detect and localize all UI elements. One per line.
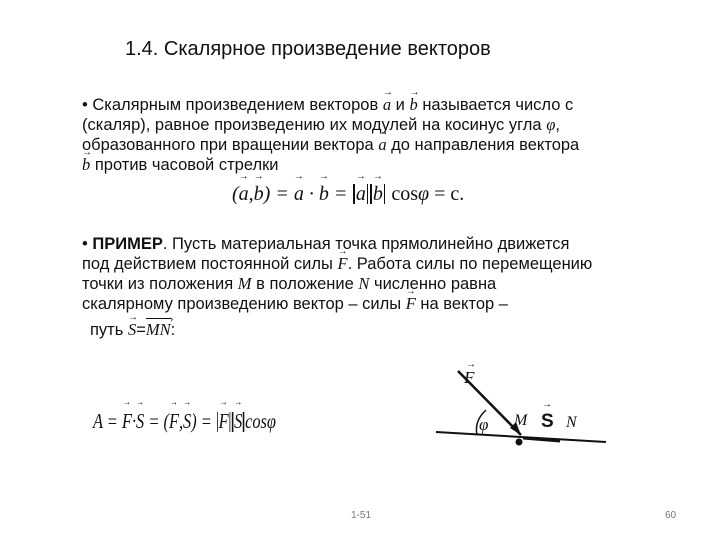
example-text: под действием постоянной силы xyxy=(82,255,333,273)
definition-line-3 xyxy=(82,135,579,155)
vector-a: a → xyxy=(383,95,391,115)
vector-S: S → xyxy=(183,409,191,434)
vector-a: a → xyxy=(356,183,366,206)
formula-symbol: ) xyxy=(191,409,197,433)
formula-symbol: , xyxy=(248,183,254,205)
point-M: M xyxy=(237,274,252,293)
example-text: скалярному произведению вектор – силы xyxy=(82,295,402,313)
definition-text: , xyxy=(555,116,560,134)
example-text: . Пусть материальная точка прямолинейно движется xyxy=(162,235,570,253)
formula-symbol: , xyxy=(178,409,184,433)
formula-symbol: cos xyxy=(391,183,418,205)
definition-text: называется число с xyxy=(422,96,574,114)
formula-symbol: = с. xyxy=(434,183,465,205)
definition-text: и xyxy=(395,96,405,114)
diagram-label-phi: φ xyxy=(479,415,489,434)
definition-text: до направления вектора xyxy=(391,136,580,154)
diagram-label-F: F xyxy=(464,368,475,387)
vector-arrow-icon: → xyxy=(542,399,552,410)
vector-F: F → xyxy=(122,409,132,434)
formula-symbol: · xyxy=(308,183,314,205)
vector-S: S → xyxy=(234,409,242,434)
phi-symbol: φ xyxy=(546,115,556,134)
example-text: : xyxy=(170,321,176,339)
formula-symbol: · xyxy=(131,409,137,433)
formula-symbol: cosφ xyxy=(245,409,276,433)
example-heading: ПРИМЕР xyxy=(92,235,163,253)
example-text: путь xyxy=(90,321,124,339)
force-diagram xyxy=(430,355,620,465)
diagram-label-M: M xyxy=(514,412,528,429)
definition-line-1 xyxy=(82,95,573,115)
example-line-5 xyxy=(90,320,175,340)
vector-b: b → xyxy=(409,95,417,115)
vector-arrow-icon: → xyxy=(466,359,476,370)
point-N: N xyxy=(358,274,370,293)
vector-b: b → xyxy=(254,183,264,206)
page-number: 60 xyxy=(665,510,677,521)
point-M-dot xyxy=(516,439,523,446)
example-line-2 xyxy=(82,254,592,274)
formula-symbol: A = xyxy=(93,409,118,433)
vector-a: a → xyxy=(294,183,304,206)
definition-text: образованного при вращении вектора xyxy=(82,136,374,154)
vector-F: F → xyxy=(406,294,416,314)
work-formula xyxy=(93,409,276,434)
definition-line-2 xyxy=(82,115,560,135)
vector-F: F → xyxy=(219,409,229,434)
slide-title: 1.4. Скалярное произведение векторов xyxy=(125,38,491,60)
bullet: • xyxy=(82,235,88,253)
example-line-1 xyxy=(82,234,569,254)
vector-b: b → xyxy=(319,183,329,206)
example-text: точки из положения xyxy=(82,275,234,293)
vector-S: S → xyxy=(128,320,136,340)
formula-symbol: = xyxy=(136,321,146,339)
definition-text: (скаляр), равное произведению их модулей на косинус угла xyxy=(82,116,542,134)
scalar-product-formula xyxy=(232,183,464,206)
vector-F: F → xyxy=(337,254,347,274)
formula-symbol: = xyxy=(333,183,348,205)
vector-b: b → xyxy=(373,183,383,206)
definition-text: против часовой стрелки xyxy=(94,156,279,174)
formula-symbol: = xyxy=(200,409,212,433)
example-text: на вектор – xyxy=(420,295,508,313)
diagram-label-N: N xyxy=(566,414,577,431)
formula-symbol: ( xyxy=(163,409,169,433)
formula-symbol: ( xyxy=(232,183,239,205)
vector-b: b → xyxy=(82,155,90,175)
footer-text: 1-51 xyxy=(351,510,372,521)
formula-symbol: ) = xyxy=(263,183,289,205)
diagram-label-S: S xyxy=(541,411,554,432)
example-text: численно равна xyxy=(373,275,497,293)
definition-text: Скалярным произведением векторов xyxy=(92,96,379,114)
phi-symbol: φ xyxy=(418,183,430,205)
vector-MN: MN › xyxy=(146,318,171,339)
vector-a: a → xyxy=(378,135,386,155)
example-text: . Работа силы по перемещению xyxy=(347,255,593,273)
definition-line-4 xyxy=(82,155,279,175)
vector-F: F → xyxy=(169,409,179,434)
formula-symbol: = xyxy=(148,409,160,433)
vector-S: S → xyxy=(136,409,144,434)
example-line-4 xyxy=(82,294,508,314)
example-line-3 xyxy=(82,274,496,294)
vector-a: a → xyxy=(239,183,249,206)
example-text: в положение xyxy=(256,275,354,293)
bullet: • xyxy=(82,96,88,114)
